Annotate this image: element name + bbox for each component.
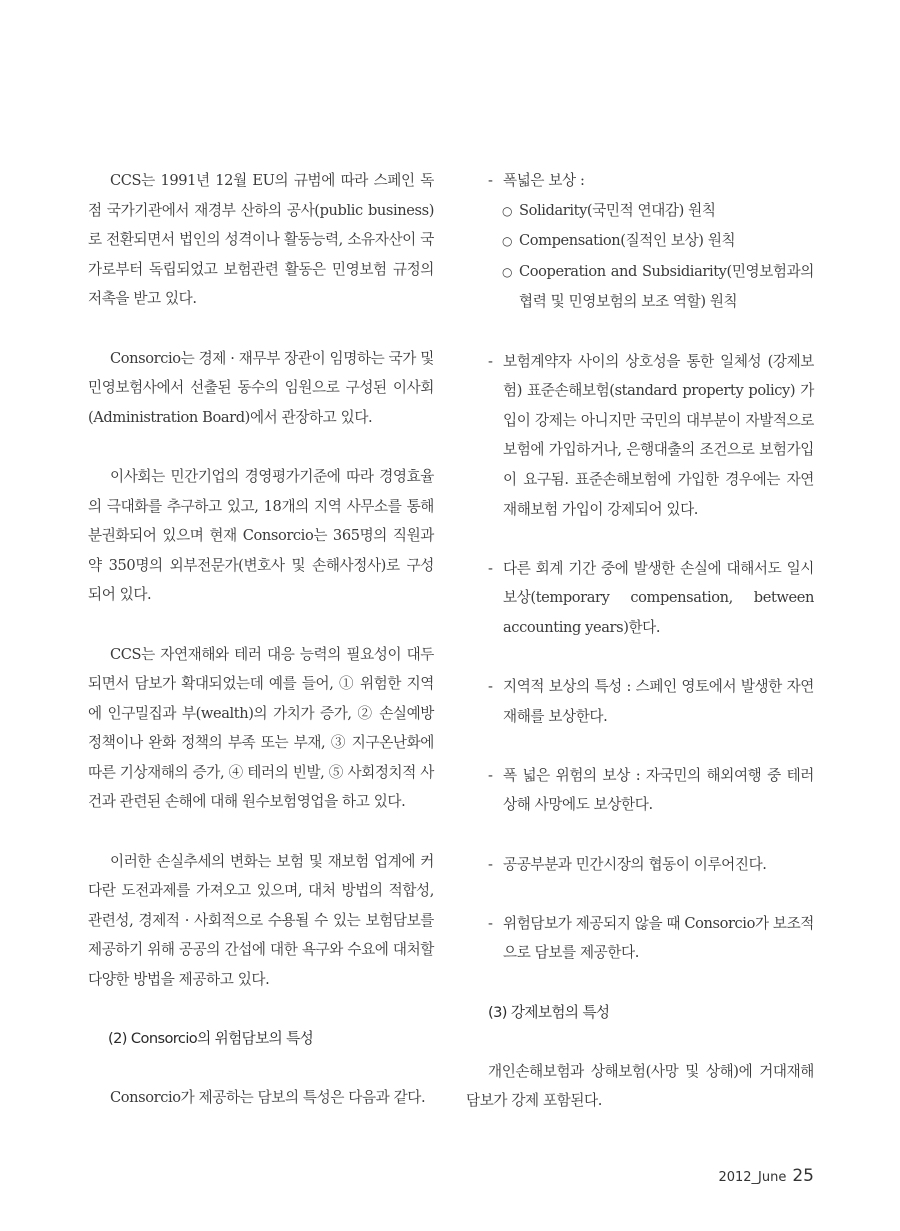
list-item-cooperation	[466, 850, 814, 880]
page-number: 25	[792, 1166, 814, 1186]
section-heading-3: (3) 강제보험의 특성	[488, 1003, 610, 1021]
list-item-regional-compensation	[466, 672, 814, 731]
list-item-text: 공공부분과 민간시장의 협동이 이루어진다.	[503, 855, 767, 873]
list-item-text: 폭 넓은 위험의 보상 : 자국민의 해외여행 중 테러상해 사망에도 보상한다.	[503, 766, 814, 814]
circle-bullet-icon: ○	[502, 203, 513, 218]
list-item-text: Compensation(질적인 보상) 원칙	[519, 232, 736, 250]
list-item-text: 다른 회계 기간 중에 발생한 손실에 대해서도 일시보상(temporary compensation, between accounting years)한다.	[503, 559, 814, 636]
dash-marker: -	[488, 678, 493, 696]
list-item-mutuality	[466, 347, 814, 525]
dash-marker: -	[488, 352, 493, 370]
list-item-broad-compensation	[466, 166, 814, 196]
circle-bullet-icon: ○	[502, 234, 513, 249]
list-item-temporary-compensation	[466, 554, 814, 643]
dash-marker: -	[488, 559, 493, 577]
list-item-text: 지역적 보상의 특성 : 스페인 영토에서 발생한 자연재해를 보상한다.	[503, 678, 814, 725]
principles-list	[466, 196, 814, 317]
paragraph-compulsory: 개인손해보험과 상해보험(사망 및 상해)에 거대재해 담보가 강제 포함된다.	[466, 1062, 814, 1110]
list-item	[466, 226, 814, 257]
dash-marker: -	[488, 172, 493, 189]
list-item-supplementary	[466, 909, 814, 968]
left-column	[88, 166, 434, 1143]
paragraph-coverage-expansion: CCS는 자연재해와 테러 대응 능력의 필요성이 대두되면서 담보가 확대되었는데 예를 들어, ① 위험한 지역에 인구밀집과 부(wealth)의 가치가 증가, ② 손실예방정책이나 완화 정책의 부족 또는 부재, ③ 지구온난화에 따른 기상재해의 증가, ④ 테러의 빈발, ⑤ 사회정치적 사건과 관련된 손해에 대해 원수보험영업을 하고 있다.	[88, 645, 434, 811]
page-footer	[718, 1166, 814, 1186]
circle-bullet-icon: ○	[502, 264, 513, 279]
list-item-text: Cooperation and Subsidiarity(민영보험과의 협력 및 민영보험의 보조 역할) 원칙	[519, 262, 814, 311]
paragraph-ccs-history: CCS는 1991년 12월 EU의 규범에 따라 스페인 독점 국가기관에서 재경부 산하의 공사(public business)로 전환되면서 법인의 성격이나 활동능력, 소유자산이 국가로부터 독립되었고 보험관련 활동은 민영보험 규정의 저촉을 받고 있다.	[88, 172, 434, 308]
paragraph-administration-board: Consorcio는 경제 · 재무부 장관이 임명하는 국가 및 민영보험사에서 선출된 동수의 임원으로 구성된 이사회(Administration Board)에서 관장하고 있다.	[88, 349, 434, 426]
list-item-text: 보험계약자 사이의 상호성을 통한 일체성 (강제보험) 표준손해보험(standard property policy) 가입이 강제는 아니지만 국민의 대부분이 자발적으로 보험에 가입하거나, 은행대출의 조건으로 보험가입이 요구됨. 표준손해보험에 가입한 경우에는 자연재해보험 가입이 강제되어 있다.	[503, 352, 814, 518]
section-heading-2: (2) Consorcio의 위험담보의 특성	[108, 1030, 314, 1048]
list-item	[466, 257, 814, 317]
right-column	[466, 166, 814, 1146]
paragraph-coverage-intro: Consorcio가 제공하는 담보의 특성은 다음과 같다.	[110, 1089, 426, 1107]
list-item	[466, 196, 814, 227]
list-item-text: 위험담보가 제공되지 않을 때 Consorcio가 보조적으로 담보를 제공한다.	[503, 914, 814, 962]
paragraph-board-efficiency: 이사회는 민간기업의 경영평가기준에 따라 경영효율의 극대화를 추구하고 있고, 18개의 지역 사무소를 통해 분권화되어 있으며 현재 Consorcio는 365명의 직원과 약 350명의 외부전문가(변호사 및 손해사정사)로 구성되어 있다.	[88, 467, 434, 604]
paragraph-loss-trend: 이러한 손실추세의 변화는 보험 및 재보험 업계에 커다란 도전과제를 가져오고 있으며, 대처 방법의 적합성, 관련성, 경제적 · 사회적으로 수용될 수 있는 보험담보를 제공하기 위해 공공의 간섭에 대한 욕구와 수요에 대처할 다양한 방법을 제공하고 있다.	[88, 852, 434, 989]
list-item-text: 폭넓은 보상 :	[503, 172, 585, 189]
dash-marker: -	[488, 766, 493, 784]
issue-label: 2012_June	[718, 1170, 787, 1185]
dash-marker: -	[488, 855, 493, 873]
list-item-text: Solidarity(국민적 연대감) 원칙	[519, 201, 716, 219]
list-item-broad-risk	[466, 761, 814, 820]
dash-marker: -	[488, 914, 493, 932]
